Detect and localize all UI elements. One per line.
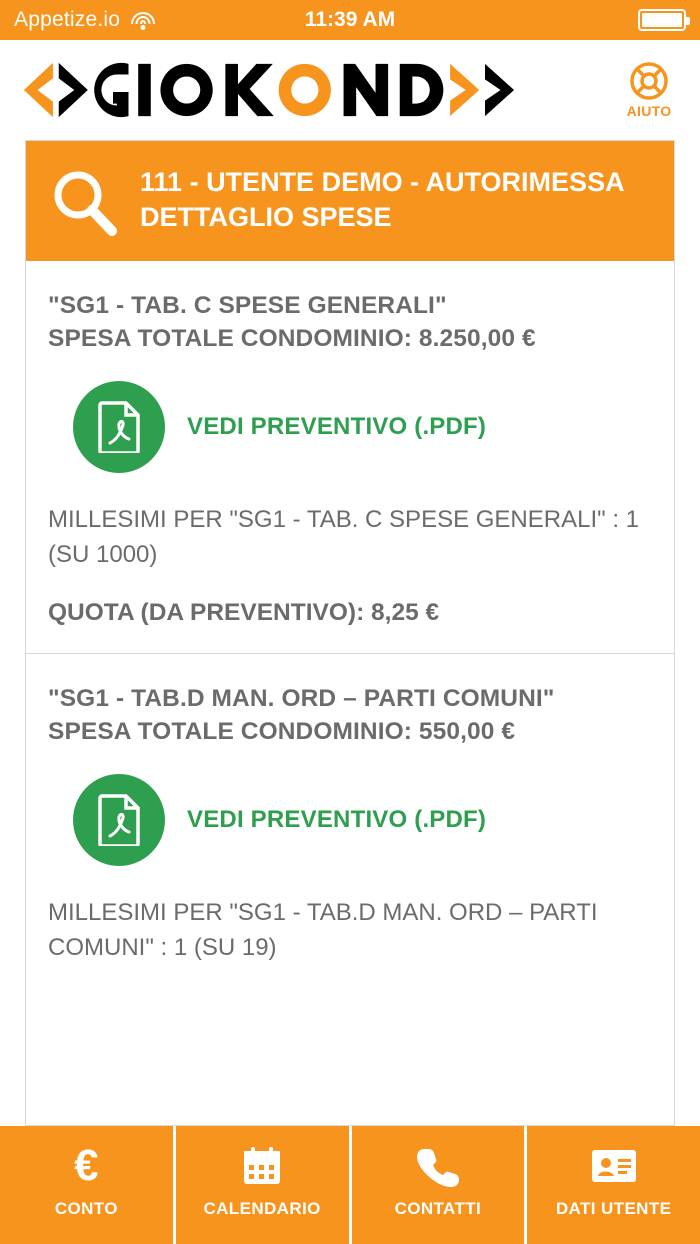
- battery-icon: [638, 9, 686, 31]
- pdf-link-label[interactable]: VEDI PREVENTIVO (.PDF): [187, 805, 487, 833]
- pdf-link-row[interactable]: [73, 774, 652, 866]
- expense-name: "SG1 - TAB.D MAN. ORD – PARTI COMUNI": [48, 684, 555, 712]
- pdf-file-icon: [73, 774, 165, 866]
- tab-label: DATI UTENTE: [555, 1199, 672, 1218]
- tab-label: CONTO: [54, 1199, 118, 1218]
- search-icon: [48, 167, 122, 241]
- phone-icon: [417, 1143, 459, 1189]
- id-card-icon: [590, 1143, 638, 1189]
- content-area: [0, 140, 700, 1126]
- expense-name: "SG1 - TAB. C SPESE GENERALI": [48, 292, 447, 319]
- status-bar: [0, 0, 700, 40]
- pdf-link-label[interactable]: VEDI PREVENTIVO (.PDF): [187, 413, 487, 441]
- tab-contatti[interactable]: [352, 1126, 525, 1244]
- calendar-icon: [240, 1143, 284, 1189]
- page-title: 111 - UTENTE DEMO - AUTORIMESSA DETTAGLIO SPESE: [140, 167, 624, 232]
- tab-calendario[interactable]: [176, 1126, 349, 1244]
- status-bar-left: [14, 8, 156, 32]
- clock-label: 11:39 AM: [304, 8, 396, 31]
- help-button[interactable]: [614, 61, 684, 119]
- status-bar-right: [638, 9, 686, 31]
- tab-conto[interactable]: [0, 1126, 173, 1244]
- tab-label: CONTATTI: [394, 1199, 482, 1218]
- expense-section: [26, 261, 674, 653]
- expense-section: [26, 653, 674, 992]
- expense-total: SPESA TOTALE CONDOMINIO: 550,00 €: [48, 717, 516, 745]
- giokondo-logo: [20, 59, 543, 121]
- tab-dati-utente[interactable]: [527, 1126, 700, 1244]
- app-header: [0, 40, 700, 140]
- euro-icon: €: [74, 1141, 99, 1190]
- tab-label: CALENDARIO: [203, 1199, 321, 1218]
- pdf-file-icon: [73, 381, 165, 473]
- quota-text: QUOTA (DA PREVENTIVO): 8,25 €: [48, 598, 440, 626]
- lifebuoy-icon: [629, 61, 669, 101]
- expense-total: SPESA TOTALE CONDOMINIO: 8.250,00 €: [48, 325, 536, 353]
- bottom-tab-bar: [0, 1126, 700, 1244]
- millesimi-text: MILLESIMI PER "SG1 - TAB.D MAN. ORD – PARTI COMUNI" : 1 (SU 19): [48, 898, 598, 961]
- card-header: [26, 141, 674, 261]
- millesimi-text: MILLESIMI PER "SG1 - TAB. C SPESE GENERALI" : 1 (SU 1000): [48, 506, 639, 568]
- carrier-label: Appetize.io: [14, 8, 121, 31]
- expense-detail-card: [25, 140, 675, 1126]
- help-label: AIUTO: [626, 103, 672, 119]
- pdf-link-row[interactable]: [73, 381, 652, 473]
- wifi-icon: [130, 10, 156, 30]
